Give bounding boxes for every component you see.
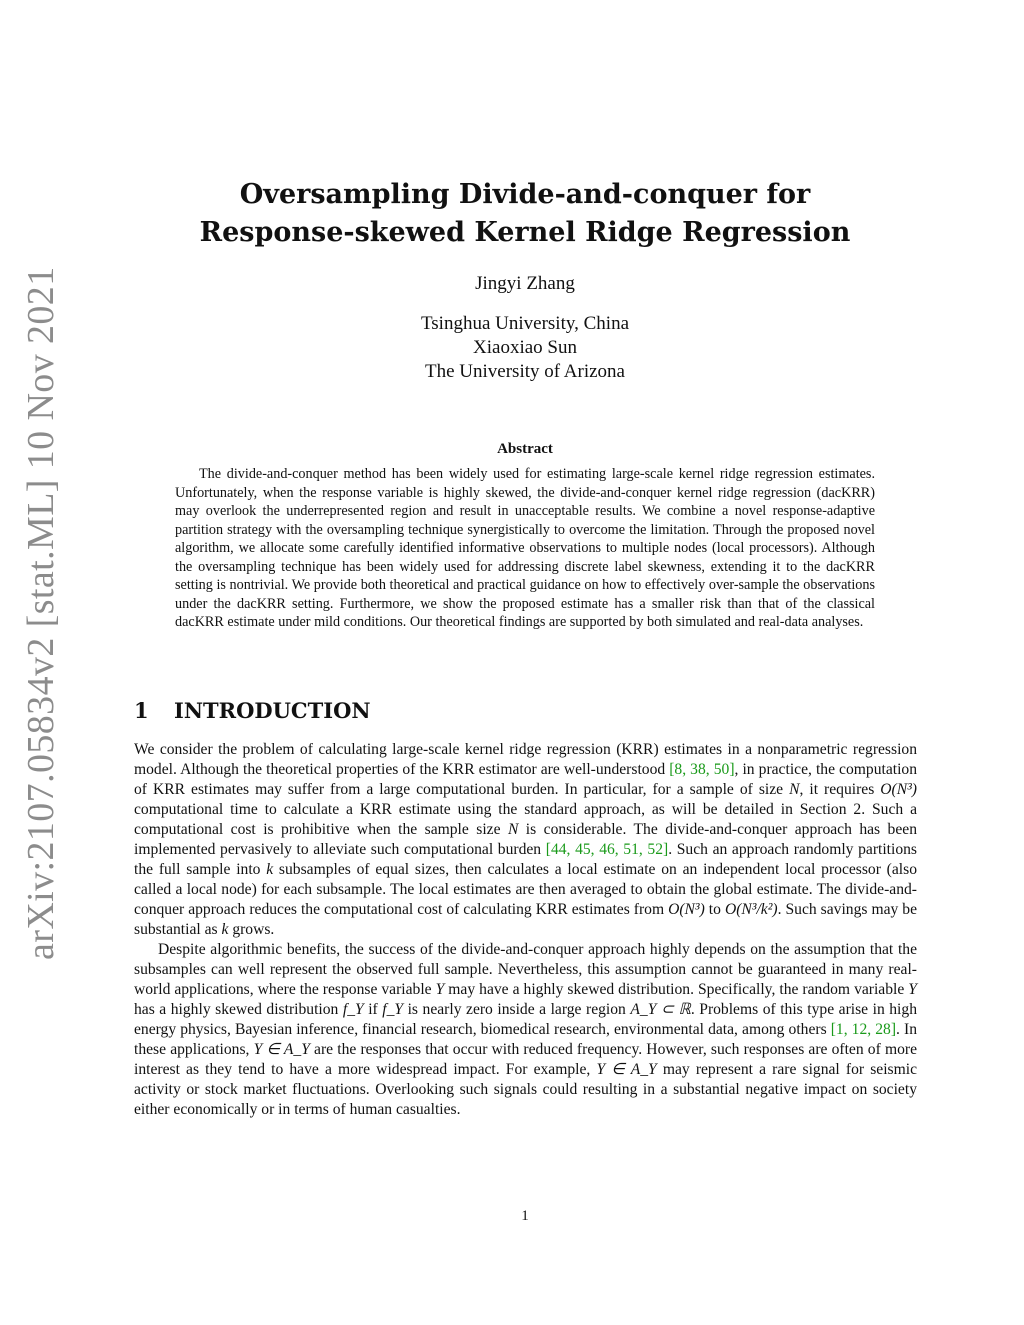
author-name-2: Xiaoxiao Sun	[473, 337, 577, 358]
citation-link[interactable]: [44, 45, 46, 51, 52]	[545, 841, 669, 858]
citation-link[interactable]: [1, 12, 28]	[830, 1021, 897, 1038]
text-run: grows.	[228, 921, 275, 938]
abstract-heading: Abstract	[497, 441, 553, 457]
text-run: , it requires	[799, 781, 881, 798]
math-inline: Y	[908, 981, 917, 998]
author-gap	[250, 296, 800, 312]
math-inline: Y	[435, 981, 445, 998]
text-run: are the responses that occur with reduced frequency. However, such responses are often of more interest as they tend to have a more widespread impact. For example,	[134, 1041, 917, 1078]
title-line-2: Response-skewed Kernel Ridge Regression	[199, 217, 851, 248]
text-run: computational time to calculate a KRR estimate using the standard approach, as will be detailed in Section 2. Such a computational cost is prohibitive when the sample size	[134, 801, 917, 838]
section-number: 1	[134, 698, 149, 723]
paragraph-2	[134, 940, 917, 1120]
math-inline: f_Y	[382, 1001, 404, 1018]
text-run: if	[363, 1001, 383, 1018]
math-inline: Y ∈ A_Y	[253, 1041, 310, 1058]
paragraph-1	[134, 740, 917, 940]
paper-title	[140, 176, 910, 252]
math-inline: A_Y ⊂ ℝ	[630, 1001, 691, 1018]
affiliation-1: Tsinghua University, China	[421, 313, 629, 334]
math-inline: f_Y	[342, 1001, 364, 1018]
math-inline: k	[221, 921, 229, 938]
text-run: . Such an approach randomly partitions the full sample into	[134, 841, 918, 878]
text-run: may have a highly skewed distribution. Specifically, the random variable	[444, 981, 909, 998]
affiliation-2: The University of Arizona	[425, 361, 625, 382]
text-run: . Problems of this type arise in high energy physics, Bayesian inference, financial research, biomedical research, environmental data, among others	[134, 1001, 917, 1038]
text-run: , in practice, the computation of KRR estimates may suffer from a large computational burden. In particular, for a sample of size	[134, 761, 918, 798]
text-run: Despite algorithmic benefits, the success of the divide-and-conquer approach highly depends on the assumption that the subsamples can well represent the observed full sample. Nevertheless, this assumption cannot be guaranteed in many real-world applications, where the response variable	[134, 941, 917, 998]
text-run: has a highly skewed distribution	[134, 1001, 343, 1018]
math-inline: O(N³/k²)	[724, 901, 778, 918]
text-run: We consider the problem of calculating large-scale kernel ridge regression (KRR) estimates in a nonparametric regression model. Although the theoretical properties of the KRR estimator are well-understood	[134, 741, 917, 778]
title-line-1: Oversampling Divide-and-conquer for	[239, 179, 811, 210]
math-inline: N	[789, 781, 800, 798]
math-inline: N	[507, 821, 519, 838]
math-inline: k	[266, 861, 274, 878]
introduction-body	[134, 740, 917, 1120]
text-run: is considerable. The divide-and-conquer approach has been implemented pervasively to alleviate such computational burden	[134, 821, 917, 858]
text-run: . In these applications,	[134, 1021, 917, 1058]
text-run: to	[704, 901, 725, 918]
page-number: 1	[521, 1208, 529, 1224]
text-run: is nearly zero inside a large region	[403, 1001, 631, 1018]
text-run: may represent a rare signal for seismic activity or stock market fluctuations. Overlooking such signals could resulting in a substantial negative impact on society either economically or in terms of human casualties.	[134, 1061, 917, 1118]
text-run: . Such savings may be substantial as	[134, 901, 917, 938]
math-inline: O(N³)	[668, 901, 705, 918]
section-heading	[134, 697, 371, 725]
section-title: INTRODUCTION	[174, 698, 371, 723]
arxiv-identifier: arXiv:2107.05834v2 [stat.ML] 10 Nov 2021	[20, 266, 62, 960]
abstract-text: The divide-and-conquer method has been widely used for estimating large-scale kernel ridge regression estimates. Unfortunately, when the response variable is highly skewed, the divide-and-conquer kernel ridge regression (dacKRR) may overlook the underrepresented region and result in unacceptable results. We combine a novel response-adaptive partition strategy with the oversampling technique synergistically to overcome the limitation. Through the proposed novel algorithm, we allocate some carefully identified informative observations to multiple nodes (local processors). Although the oversampling technique has been widely used for addressing discrete label skewness, extending it to the dacKRR setting is nontrivial. We provide both theoretical and practical guidance on how to effectively over-sample the observations under the dacKRR setting. Furthermore, we show the proposed estimate has a smaller risk than that of the classical dacKRR estimate under mild conditions. Our theoretical findings are supported by both simulated and real-data analyses.	[175, 466, 875, 630]
text-run: subsamples of equal sizes, then calculates a local estimate on an independent local processor (also called a local node) for each subsample. The local estimates are then averaged to obtain the global estimate. The divide-and-conquer approach reduces the computational cost of calculating KRR estimates from	[134, 861, 917, 918]
math-inline: Y ∈ A_Y	[596, 1061, 657, 1078]
citation-link[interactable]: [8, 38, 50]	[669, 761, 735, 778]
author-block	[250, 272, 800, 384]
math-inline: O(N³)	[880, 781, 917, 798]
author-name-1: Jingyi Zhang	[475, 273, 575, 294]
